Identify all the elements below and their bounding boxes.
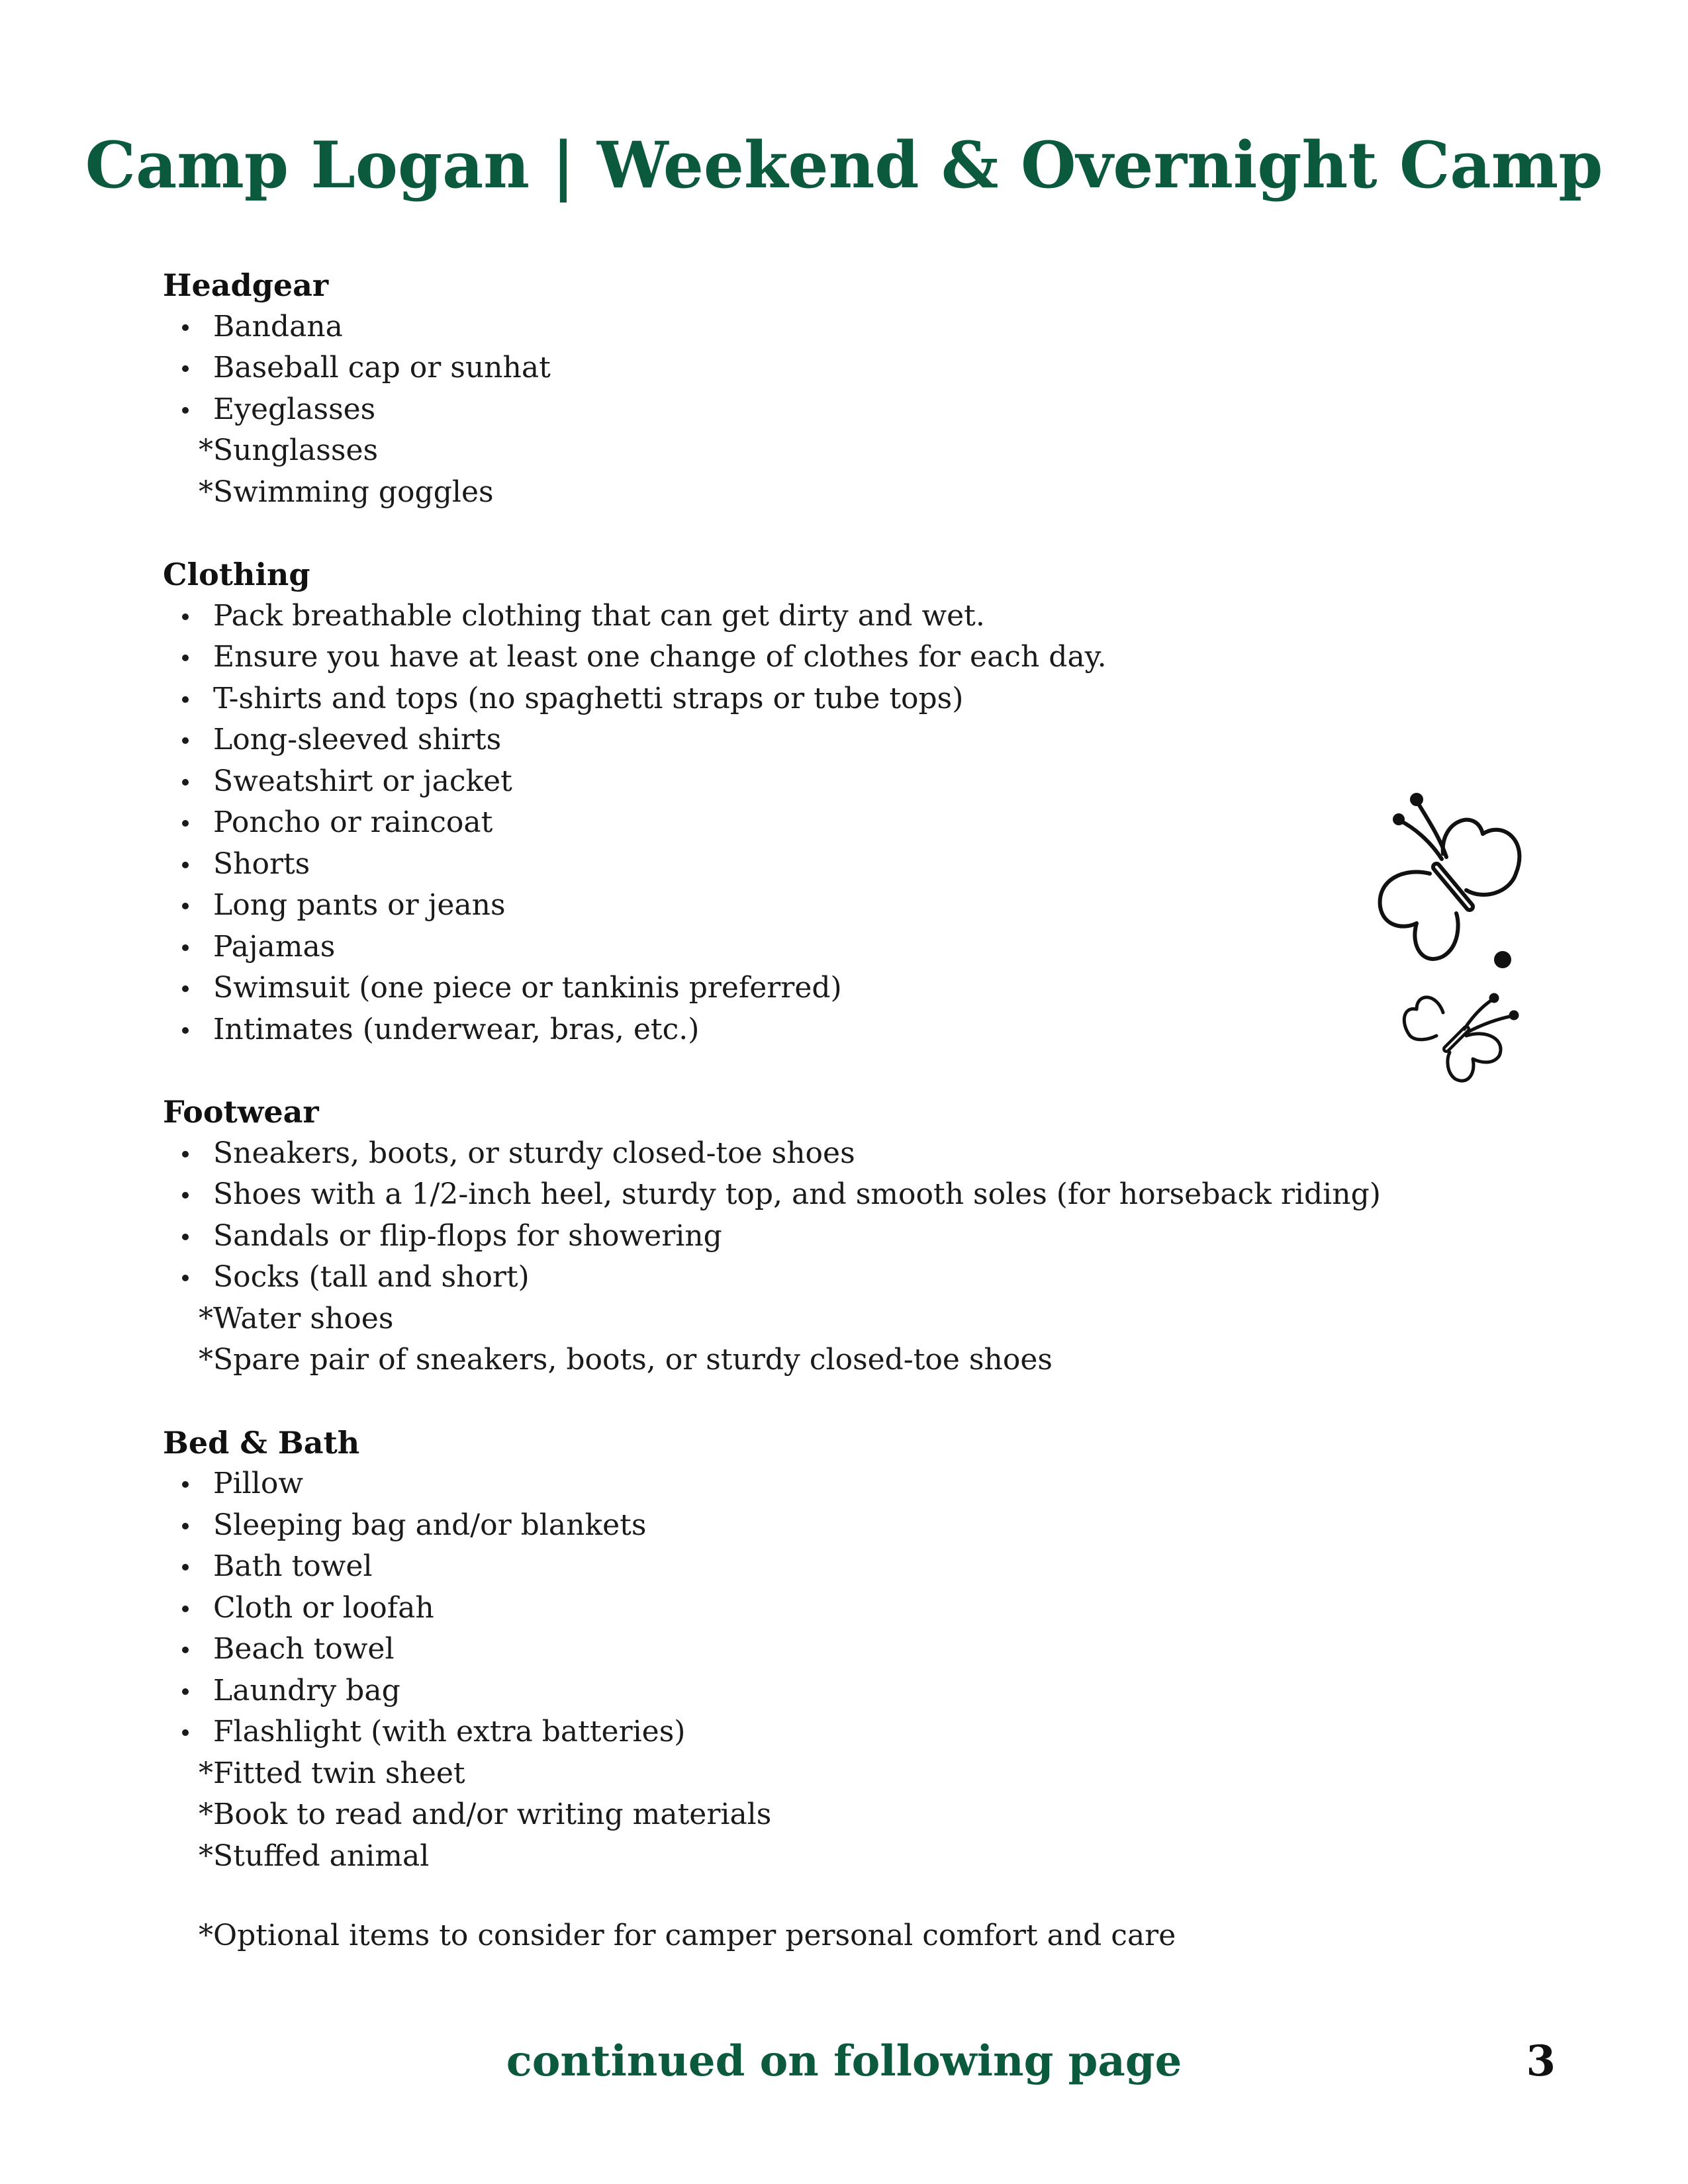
item-label: Ensure you have at least one change of clothes for each day. [213, 640, 1107, 674]
list-item [163, 927, 1421, 968]
bullet-icon [182, 1027, 189, 1034]
list-item [163, 596, 1421, 637]
list-item [163, 678, 1421, 720]
item-label: Sneakers, boots, or sturdy closed-toe shoes [213, 1136, 855, 1170]
butterfly-icon [1404, 995, 1517, 1081]
optional-item: *Spare pair of sneakers, boots, or sturdy closed-toe shoes [199, 1343, 1053, 1377]
optional-item: *Sunglasses [199, 433, 379, 467]
list-item [163, 1463, 1421, 1505]
item-label: Laundry bag [213, 1673, 400, 1707]
list-item [163, 389, 1421, 431]
bullet-icon [182, 820, 189, 827]
bullet-icon [182, 1151, 189, 1158]
optional-item: *Fitted twin sheet [199, 1756, 465, 1790]
item-label: Bandana [213, 309, 343, 343]
page-number: 3 [1526, 2036, 1556, 2086]
butterfly-icon [1380, 795, 1520, 959]
list-item [163, 761, 1421, 803]
list-item [163, 1588, 1421, 1629]
item-list [163, 306, 1421, 431]
list-item [163, 968, 1421, 1009]
list-item [163, 1546, 1421, 1588]
list-item [163, 1257, 1421, 1298]
bullet-icon [182, 1606, 189, 1612]
item-label: Bath towel [213, 1549, 373, 1583]
item-label: Eyeglasses [213, 392, 376, 426]
item-label: Poncho or raincoat [213, 805, 493, 839]
item-label: Shoes with a 1/2-inch heel, sturdy top, and smooth soles (for horseback riding) [213, 1177, 1381, 1211]
list-item [163, 844, 1421, 886]
bullet-icon [182, 903, 189, 909]
optional-item: *Water shoes [199, 1301, 394, 1336]
bullet-icon [182, 1647, 189, 1653]
item-label: Sweatshirt or jacket [213, 764, 512, 798]
section-heading: Headgear [163, 267, 329, 303]
item-label: Flashlight (with extra batteries) [213, 1715, 686, 1749]
list-item [163, 306, 1421, 348]
list-item [163, 1629, 1421, 1670]
list-item [163, 802, 1421, 844]
packing-list [163, 265, 1421, 1957]
section-footwear [163, 1091, 1421, 1381]
bullet-icon [182, 324, 189, 331]
item-label: Baseball cap or sunhat [213, 351, 551, 385]
item-label: Intimates (underwear, bras, etc.) [213, 1012, 700, 1046]
bullet-icon [182, 779, 189, 786]
item-label: Cloth or loofah [213, 1590, 434, 1625]
item-label: Long pants or jeans [213, 888, 506, 922]
item-list [163, 1463, 1421, 1753]
bullet-icon [182, 1564, 189, 1570]
bullet-icon [182, 1523, 189, 1529]
section-heading: Footwear [163, 1094, 319, 1130]
bullet-icon [182, 614, 189, 620]
item-label: Socks (tall and short) [213, 1260, 530, 1294]
bullet-icon [182, 365, 189, 372]
list-item [163, 1009, 1421, 1051]
optional-item: *Swimming goggles [199, 475, 494, 509]
item-label: Pillow [213, 1467, 303, 1500]
bullet-icon [182, 655, 189, 661]
page-title: Camp Logan | Weekend & Overnight Camp [85, 128, 1603, 203]
section-bed-bath [163, 1422, 1421, 1878]
item-label: Long-sleeved shirts [213, 723, 502, 756]
section-heading: Bed & Bath [163, 1424, 360, 1461]
bullet-icon [182, 1729, 189, 1736]
list-item [163, 1670, 1421, 1712]
bullet-icon [182, 862, 189, 868]
list-item [163, 1216, 1421, 1257]
list-item [163, 1133, 1421, 1175]
bullet-icon [182, 944, 189, 951]
list-item [163, 885, 1421, 927]
item-label: Shorts [213, 846, 310, 881]
list-item [163, 1505, 1421, 1547]
bullet-icon [182, 1192, 189, 1199]
bullet-icon [182, 696, 189, 703]
section-heading: Clothing [163, 557, 310, 592]
bullet-icon [182, 1481, 189, 1488]
list-item [163, 637, 1421, 678]
item-list [163, 596, 1421, 1051]
section-clothing [163, 554, 1421, 1050]
continued-note: continued on following page [506, 2036, 1182, 2086]
section-headgear [163, 265, 1421, 513]
item-list [163, 1133, 1421, 1298]
butterfly-decoration [1350, 781, 1549, 1125]
bullet-icon [182, 1234, 189, 1240]
optional-item: *Stuffed animal [199, 1839, 430, 1873]
bullet-icon [182, 1275, 189, 1281]
dot-icon [1494, 951, 1511, 968]
bullet-icon [182, 1688, 189, 1695]
item-label: Pack breathable clothing that can get dirty and wet. [213, 598, 985, 633]
bullet-icon [182, 985, 189, 992]
item-label: Beach towel [213, 1632, 395, 1666]
list-item [163, 347, 1421, 389]
list-item [163, 1711, 1421, 1753]
bullet-icon [182, 407, 189, 414]
footnote: *Optional items to consider for camper personal comfort and care [199, 1919, 1176, 1952]
optional-item: *Book to read and/or writing materials [199, 1797, 772, 1831]
item-label: Pajamas [213, 929, 336, 964]
item-label: T-shirts and tops (no spaghetti straps or tube tops) [213, 681, 964, 715]
item-label: Swimsuit (one piece or tankinis preferred) [213, 971, 842, 1005]
list-item [163, 719, 1421, 761]
item-label: Sandals or flip-flops for showering [213, 1218, 722, 1253]
item-label: Sleeping bag and/or blankets [213, 1508, 647, 1542]
bullet-icon [182, 737, 189, 744]
list-item [163, 1174, 1421, 1216]
